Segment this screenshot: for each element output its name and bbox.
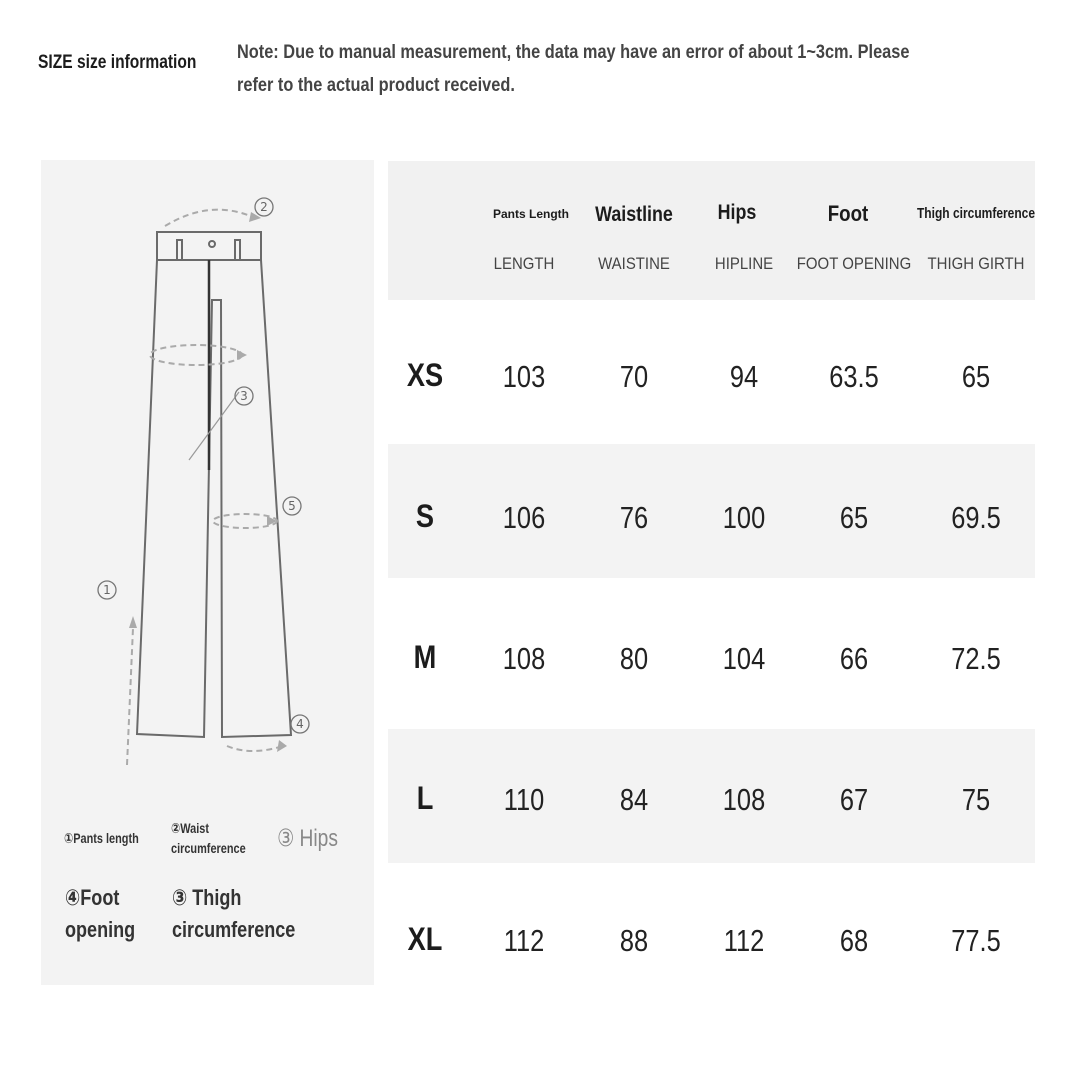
marker-3: 3 [240,389,248,403]
pants-diagram-panel [41,160,374,985]
legend-thigh-line1: ③ Thigh [172,885,242,910]
length-measure-line [127,628,133,765]
table-row [388,729,1035,863]
value-foot: 66 [839,641,869,676]
marker-2: 2 [260,200,268,214]
value-waist: 88 [619,923,649,958]
col-header-foot: Foot [827,201,869,226]
value-foot: 65 [839,500,869,535]
marker-4: 4 [296,717,304,731]
value-thigh: 65 [961,359,991,394]
foot-measure-arc [227,746,283,751]
size-label: S [415,498,435,534]
table-header-row [388,161,1035,300]
value-length: 106 [502,500,546,535]
hip-arrow-head [237,350,247,360]
table-row [388,585,1035,719]
button-shape [209,241,215,247]
value-foot: 68 [839,923,869,958]
value-waist: 84 [619,782,649,817]
value-length: 110 [503,782,545,817]
col-sub-foot-opening: FOOT OPENING [796,254,912,273]
value-hips: 112 [723,923,765,958]
hip-measure-ellipse [150,345,242,365]
foot-arrow-head [277,740,287,752]
legend-waist-line1: ②Waist [171,820,209,836]
value-thigh: 75 [961,782,991,817]
legend-thigh-line2: circumference [172,917,296,942]
size-label: M [413,639,437,675]
value-hips: 100 [722,500,766,535]
measurement-note [237,36,942,102]
legend-waist-line2: circumference [171,840,246,856]
col-header-thigh: Thigh circumference [916,205,1036,222]
value-foot: 63.5 [829,359,879,394]
legend-hips: ③ Hips [277,825,338,852]
col-header-waistline: Waistline [595,203,673,226]
col-sub-length: LENGTH [493,254,555,273]
belt-loop-left [177,240,182,260]
table-row [388,444,1035,578]
thigh-arrow-head [267,516,277,526]
value-foot: 67 [839,782,869,817]
col-sub-thigh-girth: THIGH GIRTH [927,254,1025,273]
value-hips: 108 [722,782,766,817]
col-sub-hipline: HIPLINE [714,254,774,273]
pants-body-shape [137,260,291,737]
marker-5: 5 [288,499,296,513]
table-row [388,309,1035,443]
value-waist: 80 [619,641,649,676]
value-thigh: 72.5 [951,641,1001,676]
col-header-hips: Hips [717,201,757,224]
legend-foot [65,882,135,946]
size-label: XS [406,357,444,393]
length-arrow-head [129,616,137,628]
pants-outline-diagram [41,160,374,985]
note-line-2: refer to the actual product received. [237,75,515,96]
legend-thigh [172,882,295,946]
marker-1: 1 [103,583,111,597]
value-length: 112 [503,923,545,958]
legend-pants-length: ①Pants length [64,830,139,846]
value-thigh: 77.5 [951,923,1001,958]
value-waist: 70 [619,359,649,394]
value-waist: 76 [619,500,649,535]
value-length: 103 [502,359,546,394]
col-sub-waistine: WAISTINE [598,254,670,273]
size-label: XL [407,921,443,957]
table-row [388,866,1035,1000]
hips-pointer [189,392,239,460]
legend-foot-line2: opening [65,917,136,942]
legend-waist [171,818,246,858]
value-hips: 104 [722,641,766,676]
value-hips: 94 [729,359,759,394]
value-length: 108 [502,641,546,676]
waist-measure-arc [165,210,255,226]
note-line-1: Note: Due to manual measurement, the data may have an error of about 1~3cm. Please [237,42,910,63]
page-title: SIZE size information [38,52,197,73]
value-thigh: 69.5 [951,500,1001,535]
size-label: L [416,780,434,816]
legend-foot-line1: ④Foot [65,885,120,910]
belt-loop-right [235,240,240,260]
col-header-pants-length: Pants Length [492,207,570,221]
